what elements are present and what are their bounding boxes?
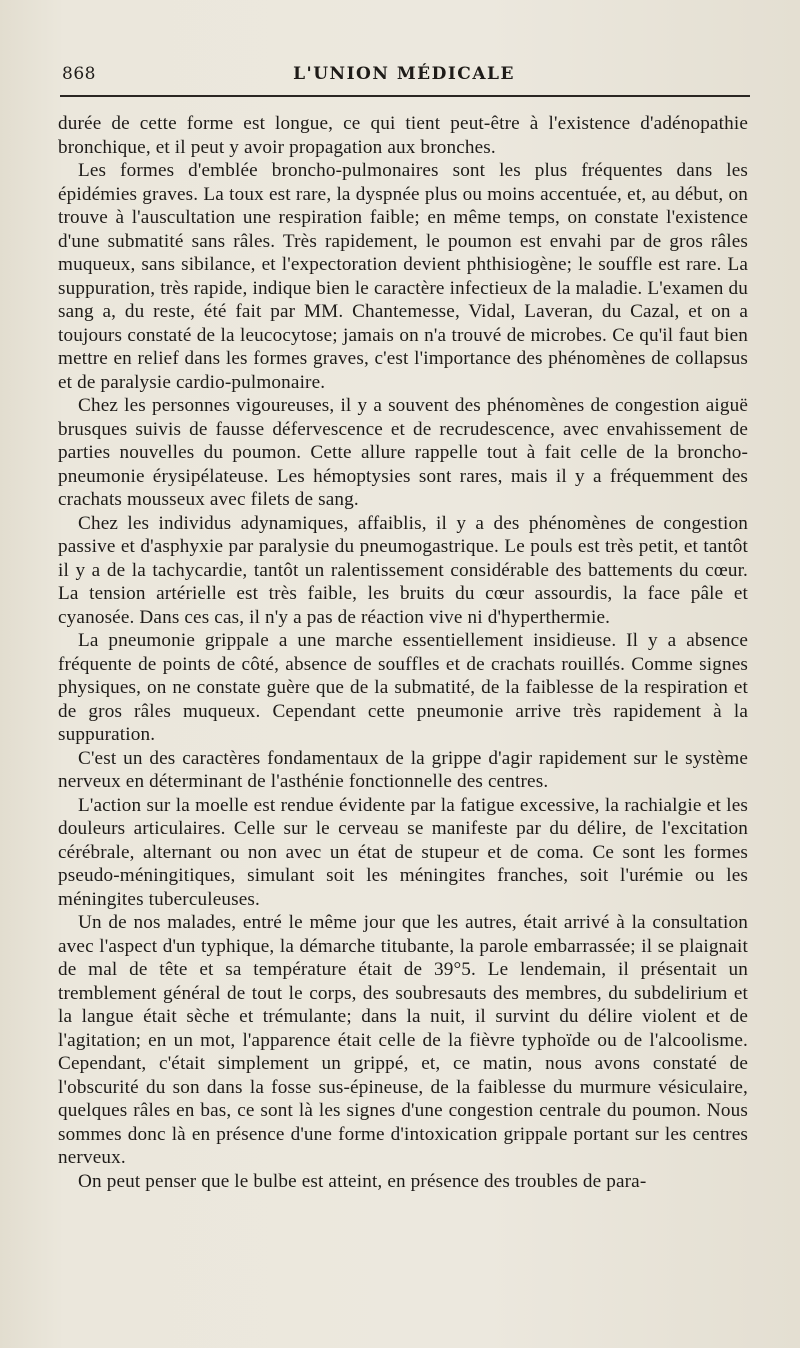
paragraph: C'est un des caractères fondamentaux de la grippe d'agir rapidement sur le système nerveux en déterminant de l'asthénie fonctionnelle des centres. (58, 747, 748, 792)
running-title: L'UNION MÉDICALE (293, 64, 515, 84)
paragraph: On peut penser que le bulbe est atteint, en présence des troubles de para- (78, 1170, 647, 1192)
paragraph: La pneumonie grippale a une marche essentiellement insidieuse. Il y a absence fréquente de points de côté, absence de souffles et de crachats rouillés. Comme signes physiques, on ne constate guère que de la submatité, de la faiblesse de la respiration et de gros râles muqueux. Cependant cette pneumonie arrive très rapidement à la suppuration. (58, 630, 748, 745)
paragraph: L'action sur la moelle est rendue évidente par la fatigue excessive, la rachialgie et les douleurs articulaires. Celle sur le cerveau se manifeste par du délire, de l'excitation cérébrale, alternant ou non avec un état de stupeur et de coma. Ce sont les formes pseudo-méningitiques, simulant soit les méningites franches, soit l'urémie ou les méningites tuberculeuses. (58, 794, 748, 910)
article-body (58, 112, 748, 1193)
paragraph: Les formes d'emblée broncho-pulmonaires sont les plus fréquentes dans les épidémies graves. La toux est rare, la dyspnée plus ou moins accentuée, et, au début, on trouve à l'auscultation une respiration faible; en même temps, on constate l'existence d'une submatité sans râles. Très rapidement, le poumon est envahi par de gros râles muqueux, sans sibilance, et l'expectoration devient phthisiogène; le souffle est rare. La suppuration, très rapide, indique bien le caractère infectieux de la maladie. L'examen du sang a, du reste, été fait par MM. Chantemesse, Vidal, Laveran, du Cazal, et on a toujours constaté de la leucocytose; jamais on n'a trouvé de microbes. Ce qu'il faut bien mettre en relief dans les formes graves, c'est l'importance des phénomènes de collapsus et de paralysie cardio-pulmonaire. (58, 160, 748, 393)
page-number: 868 (62, 64, 96, 84)
paragraph: durée de cette forme est longue, ce qui tient peut-être à l'existence d'adénopathie bronchique, et il peut y avoir propagation aux bronches. (58, 113, 748, 158)
paragraph: Chez les individus adynamiques, affaiblis, il y a des phénomènes de congestion passive et d'asphyxie par paralysie du pneumogastrique. Le pouls est très petit, et tantôt il y a de la tachycardie, tantôt un ralentissement considérable des battements du cœur. La tension artérielle est très faible, les bruits du cœur assourdis, la face pâle et cyanosée. Dans ces cas, il n'y a pas de réaction vive ni d'hyperthermie. (58, 512, 748, 628)
paragraph: Un de nos malades, entré le même jour que les autres, était arrivé à la consultation avec l'aspect d'un typhique, la démarche titubante, la parole embarrassée; il se plaignait de mal de tête et sa température était de 39°5. Le lendemain, il présentait un tremblement général de tout le corps, des soubresauts des membres, du subdelirium et la langue était sèche et trémulante; dans la nuit, il survint du délire violent et de l'agitation; en un mot, l'apparence était celle de la fièvre typhoïde ou de l'alcoolisme. Cependant, c'était simplement un grippé, et, ce matin, nous avons constaté de l'obscurité du son dans la fosse sus-épineuse, de la faiblesse du murmure vésiculaire, quelques râles en bas, ce sont là les signes d'une congestion centrale du poumon. Nous sommes donc là en présence d'une forme d'intoxication grippale portant sur les centres nerveux. (58, 912, 748, 1168)
page-header (60, 60, 748, 90)
paragraph: Chez les personnes vigoureuses, il y a souvent des phénomènes de congestion aiguë brusques suivis de fausse défervescence et de recrudescence, avec envahissement de parties nouvelles du poumon. Cette allure rappelle tout à fait celle de la broncho-pneumonie érysipélateuse. Les hémoptysies sont rares, mais il y a fréquemment des crachats mousseux avec filets de sang. (58, 395, 748, 510)
header-rule (60, 95, 750, 97)
